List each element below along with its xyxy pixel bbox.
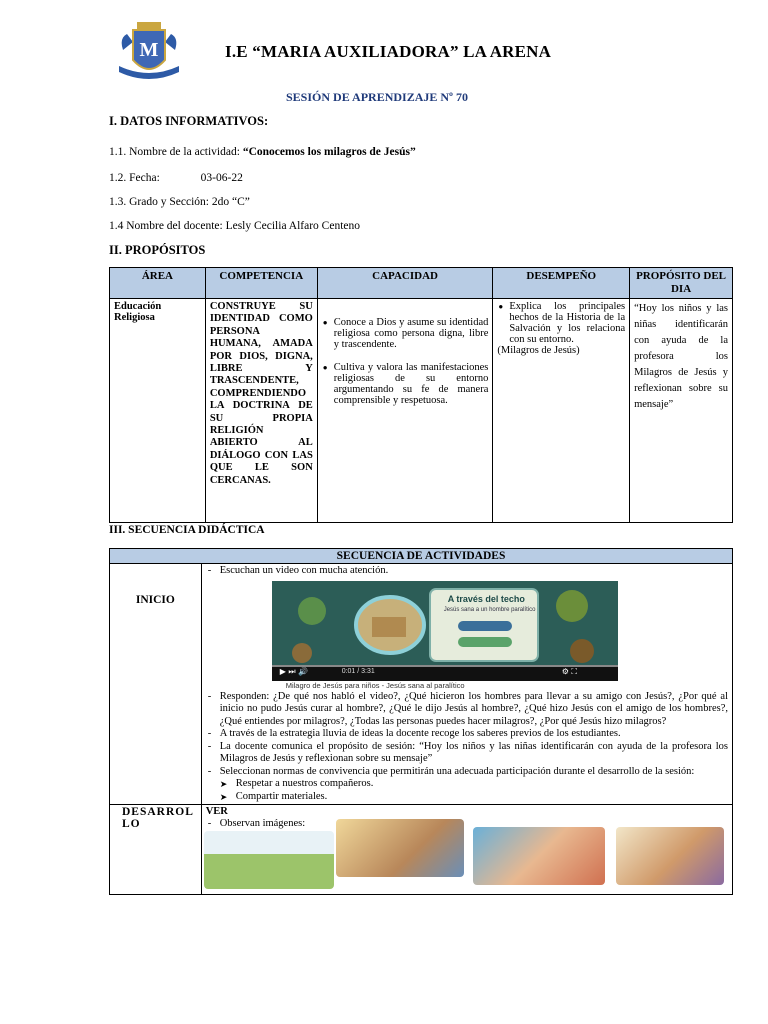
col-proposito: PROPÓSITO DEL DIA xyxy=(630,268,733,299)
activity-label: 1.1. Nombre de la actividad: xyxy=(109,146,240,158)
secuencia-table-title: SECUENCIA DE ACTIVIDADES xyxy=(110,549,733,564)
desarrollo-label: DESARROLLO xyxy=(110,805,202,895)
date-line xyxy=(109,172,243,184)
desempeno-note: (Milagros de Jesús) xyxy=(497,345,580,356)
activity-line xyxy=(109,146,416,158)
miracle-image-2 xyxy=(336,819,464,877)
col-desempeno: DESEMPEÑO xyxy=(493,268,630,299)
secuencia-heading: III. SECUENCIA DIDÁCTICA xyxy=(109,524,265,536)
teacher-value: Lesly Cecilia Alfaro Centeno xyxy=(225,220,361,232)
session-title: SESIÓN DE APRENDIZAJE Nº 70 xyxy=(286,90,468,104)
date-label: 1.2. Fecha: xyxy=(109,172,160,184)
ver-label: VER xyxy=(205,806,228,817)
miracle-image-1 xyxy=(204,831,334,889)
desarrollo-row xyxy=(110,805,733,895)
grade-label: 1.3. Grado y Sección: xyxy=(109,196,209,208)
capacidad-item-1: ● Conoce a Dios y asume su identidad religiosa como persona digna, libre y trascendente. xyxy=(334,317,489,350)
school-logo xyxy=(113,20,185,84)
propositos-row xyxy=(110,299,733,523)
play-icon[interactable]: ▶ ⏭ 🔊 xyxy=(279,666,309,676)
video-title: A través del techo xyxy=(447,593,525,604)
activity-value: “Conocemos los milagros de Jesús” xyxy=(242,146,416,158)
video-thumbnail[interactable] xyxy=(272,581,618,681)
competencia-cell: CONSTRUYE SU IDENTIDAD COMO PERSONA HUMANA, AMADA POR DIOS, DIGNA, LIBRE Y TRASCENDENTE, COMPRENDIENDO LA DOCTRINA DE SU PROPIA RELIGIÓN ABIERTO AL DIÁLOGO CON LAS QUE LE SON CERCANAS. xyxy=(205,299,317,523)
propositos-heading: II. PROPÓSITOS xyxy=(109,243,206,257)
miracle-image-4 xyxy=(616,827,724,885)
secuencia-table xyxy=(109,548,733,895)
propositos-table xyxy=(109,267,733,523)
desempeno-cell xyxy=(493,299,630,523)
inicio-first-item: - Escuchan un video con mucha atención. xyxy=(206,565,728,578)
school-name: I.E “MARIA AUXILIADORA” LA ARENA xyxy=(225,42,552,61)
inicio-item-3: - La docente comunica el propósito de sesión: “Hoy los niños y las niñas identificarán con ayuda de la profesora los Milagros de Jesús y reflexionan sobre su mensaje” xyxy=(206,741,728,766)
capacidad-cell xyxy=(317,299,493,523)
miracle-image-3 xyxy=(473,827,605,885)
inicio-item-1: - Responden: ¿De qué nos habló el video?, ¿Qué hicieron los hombres para llevar a su amigo con Jesús?, ¿Por qué al inicio no pudo Jesús curar al hombre?, ¿Qué le dijo Jesús al hombre?, ¿Qué hizo Jesús con el amigo de los hombres?, ¿Qué entiendes por milagros?, ¿Todas las personas puedes hacer milagros?, ¿Por qué Jesús hizo milagros? xyxy=(206,691,728,729)
video-time: 0:01 / 3:31 xyxy=(341,667,375,675)
proposito-cell: “Hoy los niños y las niñas identificarán con ayuda de la profesora los Milagros de Jesús y reflexionan sobre su mensaje” xyxy=(630,299,733,523)
teacher-line xyxy=(109,220,360,232)
images-strip xyxy=(204,819,734,889)
inicio-item-4: - Seleccionan normas de convivencia que permitirán una adecuada participación durante el desarrollo de la sesión: xyxy=(206,766,728,779)
area-cell: Educación Religiosa xyxy=(110,299,206,523)
inicio-label: INICIO xyxy=(110,564,202,805)
norma-1: ➤ Respetar a nuestros compañeros. xyxy=(206,778,728,791)
video-caption: Milagro de Jesús para niños - Jesús sana al paralítico xyxy=(285,680,465,690)
svg-text:M: M xyxy=(139,39,159,61)
grade-line xyxy=(109,196,250,208)
desempeno-item: ● Explica los principales hechos de la Historia de la Salvación y los relaciona con su entorno. xyxy=(509,301,625,345)
fullscreen-icon[interactable]: ⚙ ⛶ xyxy=(561,666,578,676)
col-capacidad: CAPACIDAD xyxy=(317,268,493,299)
video-subtitle: Jesús sana a un hombre paralítico xyxy=(443,606,536,613)
inicio-row xyxy=(110,564,733,805)
capacidad-item-2: ● Cultiva y valora las manifestaciones religiosas de su entorno argumentando su fe de manera comprensible y respetuosa. xyxy=(334,362,489,406)
datos-heading: I. DATOS INFORMATIVOS: xyxy=(109,114,269,128)
desarrollo-item: - Observan imágenes: xyxy=(206,818,305,831)
col-area: ÁREA xyxy=(110,268,206,299)
propositos-header-row xyxy=(110,268,733,299)
norma-2: ➤ Compartir materiales. xyxy=(206,791,728,804)
teacher-label: 1.4 Nombre del docente: xyxy=(109,220,223,232)
video-scene xyxy=(272,581,618,681)
date-value: 03-06-22 xyxy=(200,172,243,184)
inicio-item-2: - A través de la estrategia lluvia de ideas la docente recoge los saberes previos de los estudiantes. xyxy=(206,728,728,741)
grade-value: 2do “C” xyxy=(211,196,250,208)
col-competencia: COMPETENCIA xyxy=(205,268,317,299)
